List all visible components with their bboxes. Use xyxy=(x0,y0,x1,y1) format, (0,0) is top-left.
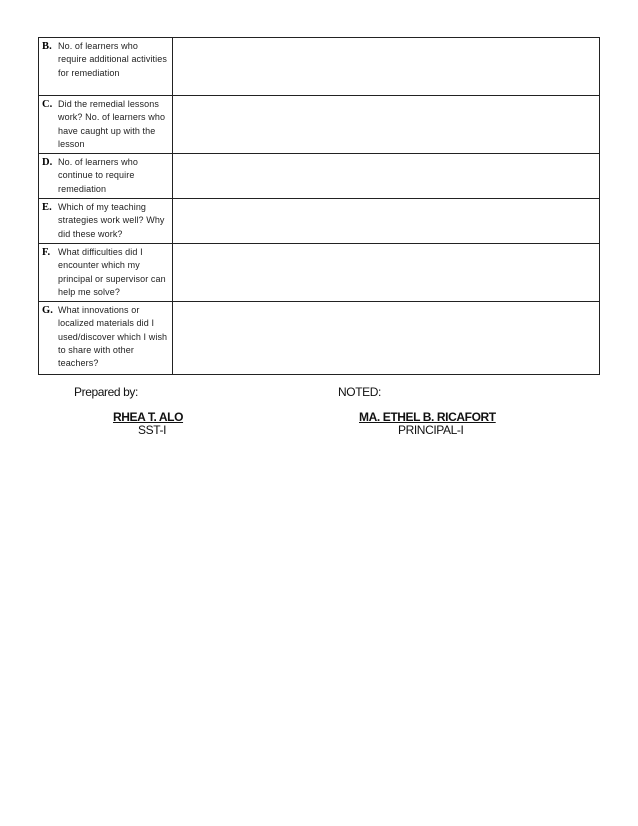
noter-position: PRINCIPAL-I xyxy=(398,423,464,437)
question-text: What innovations or localized materials did I used/discover which I wish to share with other teachers? xyxy=(58,305,168,369)
preparer-position: SST-I xyxy=(138,423,167,437)
answer-cell[interactable] xyxy=(173,154,600,199)
question-text: Which of my teaching strategies work well? Why did these work? xyxy=(58,202,165,239)
item-letter: F. xyxy=(42,246,51,258)
item-letter: C. xyxy=(42,99,53,110)
question-cell xyxy=(39,243,173,301)
table-row xyxy=(39,96,600,154)
table-row xyxy=(39,243,600,301)
answer-cell[interactable] xyxy=(173,96,600,154)
preparer-name: RHEA T. ALO xyxy=(113,410,184,424)
question-text: Did the remedial lessons work? No. of learners who have caught up with the lesson xyxy=(58,99,166,149)
reflection-table xyxy=(38,37,600,375)
table-row xyxy=(39,154,600,199)
question-text: What difficulties did I encounter which my principal or supervisor can help me solve? xyxy=(58,246,166,297)
prepared-by-label: Prepared by: xyxy=(74,385,138,399)
item-letter: B. xyxy=(42,41,52,52)
answer-cell[interactable] xyxy=(173,243,600,301)
item-letter: E. xyxy=(42,202,52,214)
question-cell xyxy=(39,154,173,199)
answer-cell[interactable] xyxy=(173,38,600,96)
question-cell xyxy=(39,96,173,154)
question-text: No. of learners who continue to require remediation xyxy=(58,157,138,194)
question-cell xyxy=(39,302,173,375)
table-row xyxy=(39,38,600,96)
table-row xyxy=(39,302,600,375)
noted-label: NOTED: xyxy=(338,385,381,399)
question-cell xyxy=(39,38,173,96)
noter-name: MA. ETHEL B. RICAFORT xyxy=(359,410,496,424)
question-cell xyxy=(39,199,173,244)
question-text: No. of learners who require additional activities for remediation xyxy=(58,41,167,78)
item-letter: D. xyxy=(42,157,53,169)
answer-cell[interactable] xyxy=(173,199,600,244)
table-row xyxy=(39,199,600,244)
answer-cell[interactable] xyxy=(173,302,600,375)
item-letter: G. xyxy=(42,305,53,317)
